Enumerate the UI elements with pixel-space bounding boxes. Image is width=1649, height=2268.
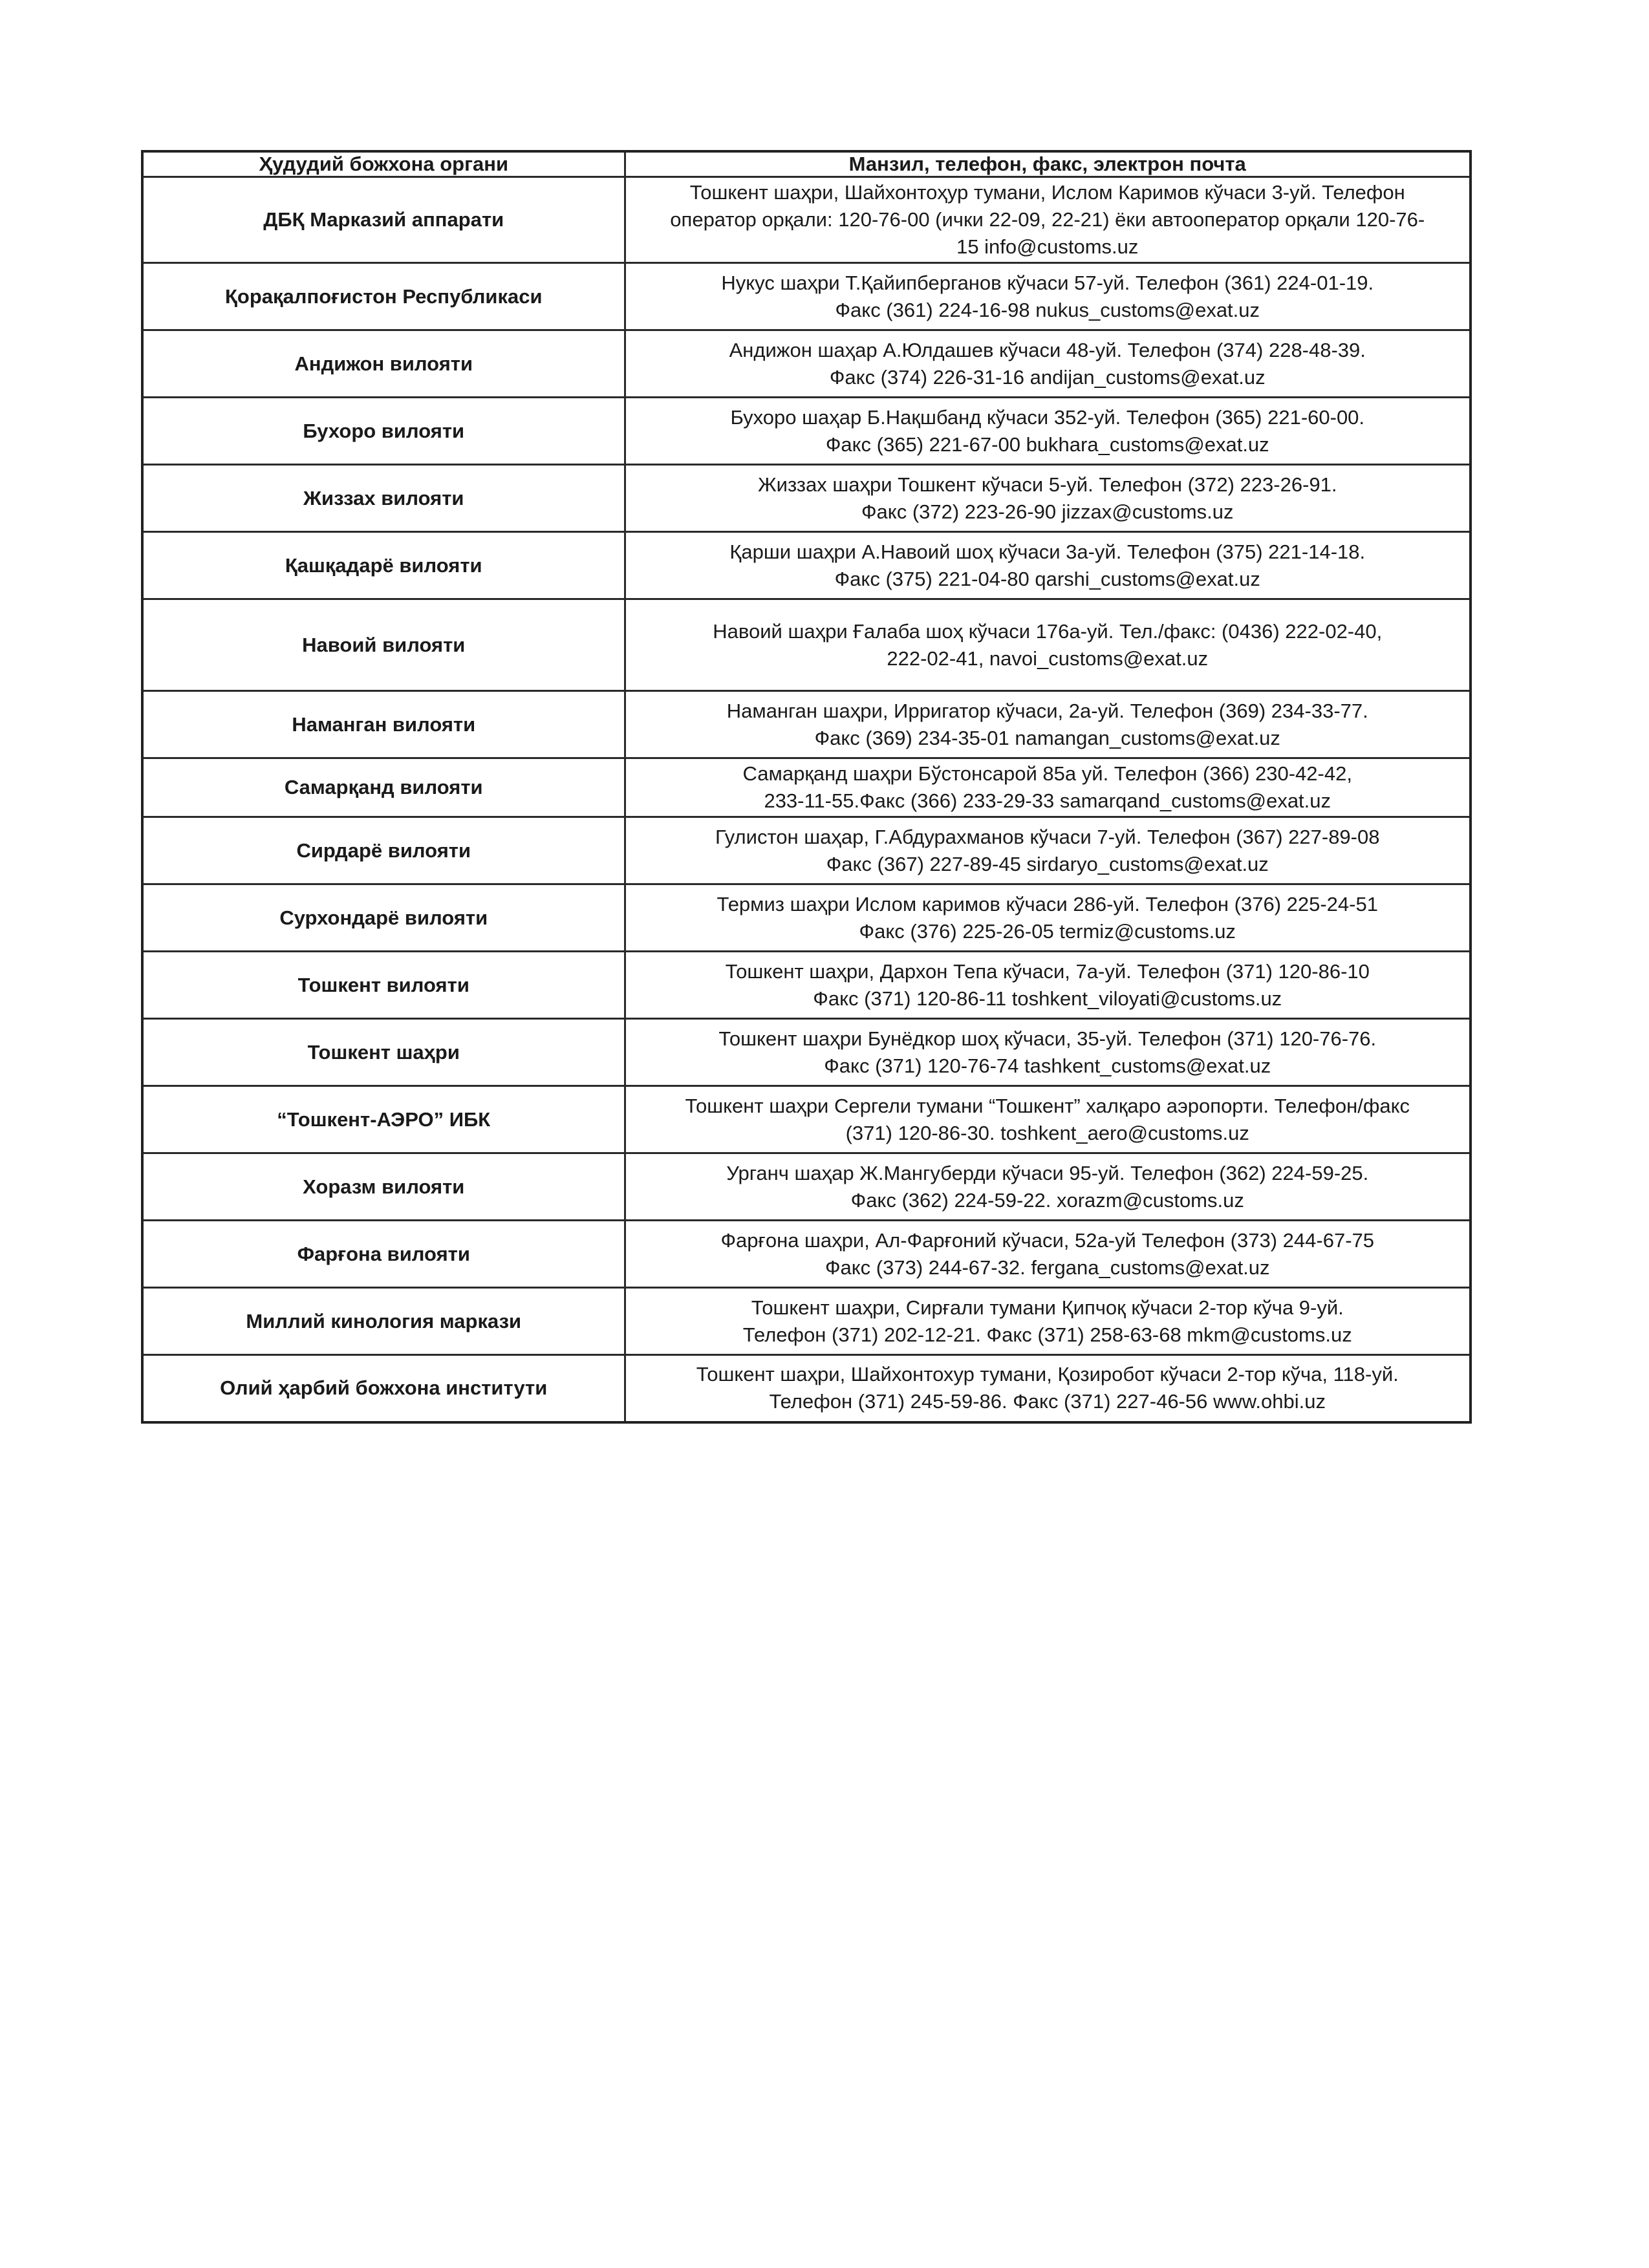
customs-office-name: Сирдарё вилояти — [142, 817, 625, 884]
table-row — [142, 952, 1471, 1019]
header-contact-details: Манзил, телефон, факс, электрон почта — [625, 151, 1471, 177]
contact-line: Телефон (371) 245-59-86. Факс (371) 227-46-56 www.ohbi.uz — [769, 1390, 1326, 1413]
contact-line: Факс (375) 221-04-80 qarshi_customs@exat.uz — [834, 567, 1260, 590]
customs-office-name: Сурхондарё вилояти — [142, 884, 625, 952]
customs-office-name: Олий ҳарбий божхона институти — [142, 1355, 625, 1422]
table-row — [142, 177, 1471, 263]
contact-line: Телефон (371) 202-12-21. Факс (371) 258-63-68 mkm@customs.uz — [742, 1323, 1352, 1346]
customs-office-name: Хоразм вилояти — [142, 1153, 625, 1221]
contact-line: Факс (361) 224-16-98 nukus_customs@exat.uz — [835, 298, 1260, 321]
contact-line: (371) 120-86-30. toshkent_aero@customs.uz — [845, 1121, 1249, 1144]
customs-office-contact — [625, 1153, 1471, 1221]
contact-line: Қарши шаҳри А.Навоий шоҳ кўчаси 3а-уй. Телефон (375) 221-14-18. — [729, 540, 1366, 563]
contact-line: Термиз шаҳри Ислом каримов кўчаси 286-уй. Телефон (376) 225-24-51 — [717, 892, 1378, 915]
customs-office-name: Фарғона вилояти — [142, 1221, 625, 1288]
contact-line: 233-11-55.Факс (366) 233-29-33 samarqand_customs@exat.uz — [764, 789, 1331, 812]
contact-line: Факс (372) 223-26-90 jizzax@customs.uz — [861, 500, 1234, 523]
contact-line: Жиззах шаҳри Тошкент кўчаси 5-уй. Телефон (372) 223-26-91. — [758, 473, 1337, 496]
contact-line: Факс (373) 244-67-32. fergana_customs@exat.uz — [824, 1256, 1270, 1279]
customs-office-contact — [625, 817, 1471, 884]
customs-office-contact — [625, 1086, 1471, 1153]
table-row — [142, 691, 1471, 758]
customs-office-contact — [625, 263, 1471, 330]
contact-line: Тошкент шаҳри Сергели тумани “Тошкент” халқаро аэропорти. Телефон/факс — [685, 1094, 1410, 1117]
table-row — [142, 1153, 1471, 1221]
contact-line: оператор орқали: 120-76-00 (ички 22-09, 22-21) ёки автооператор орқали 120-76- — [670, 208, 1425, 231]
table-row — [142, 758, 1471, 817]
customs-office-contact — [625, 532, 1471, 599]
contact-line: Факс (362) 224-59-22. xorazm@customs.uz — [850, 1188, 1244, 1212]
customs-office-name: Тошкент вилояти — [142, 952, 625, 1019]
customs-office-name: Бухоро вилояти — [142, 398, 625, 465]
table-row — [142, 817, 1471, 884]
customs-office-contact — [625, 691, 1471, 758]
contact-line: Тошкент шаҳри, Дархон Тепа кўчаси, 7а-уй. Телефон (371) 120-86-10 — [725, 959, 1370, 983]
table-row — [142, 1086, 1471, 1153]
table-row — [142, 1019, 1471, 1086]
customs-office-name: Самарқанд вилояти — [142, 758, 625, 817]
customs-office-name: Қорақалпоғистон Республикаси — [142, 263, 625, 330]
customs-office-contact — [625, 398, 1471, 465]
customs-office-contact — [625, 465, 1471, 532]
contact-line: Гулистон шаҳар, Г.Абдурахманов кўчаси 7-уй. Телефон (367) 227-89-08 — [715, 825, 1380, 848]
table-row — [142, 1221, 1471, 1288]
contact-line: Тошкент шаҳри, Шайхонтоҳур тумани, Ислом Каримов кўчаси 3-уй. Телефон — [689, 181, 1405, 204]
contact-line: Факс (365) 221-67-00 bukhara_customs@exat.uz — [825, 433, 1269, 456]
customs-office-name: Миллий кинология маркази — [142, 1288, 625, 1355]
contact-line: 15 info@customs.uz — [956, 235, 1139, 258]
contact-line: Факс (367) 227-89-45 sirdaryo_customs@exat.uz — [826, 852, 1269, 875]
table-row — [142, 532, 1471, 599]
contact-line: Фарғона шаҳри, Ал-Фарғоний кўчаси, 52а-уй Телефон (373) 244-67-75 — [720, 1228, 1374, 1252]
customs-office-name: ДБҚ Марказий аппарати — [142, 177, 625, 263]
contact-line: Наманган шаҳри, Ирригатор кўчаси, 2а-уй. Телефон (369) 234-33-77. — [726, 699, 1368, 722]
table-row — [142, 330, 1471, 398]
contact-line: Навоий шаҳри Ғалаба шоҳ кўчаси 176а-уй. Тел./факс: (0436) 222-02-40, — [713, 619, 1383, 643]
customs-office-contact — [625, 1019, 1471, 1086]
table-row — [142, 263, 1471, 330]
customs-office-contact — [625, 177, 1471, 263]
contact-line: Факс (371) 120-76-74 tashkent_customs@exat.uz — [824, 1054, 1271, 1077]
table-header-row — [142, 151, 1471, 177]
contact-line: Урганч шаҳар Ж.Мангуберди кўчаси 95-уй. Телефон (362) 224-59-25. — [726, 1161, 1369, 1184]
table-row — [142, 1288, 1471, 1355]
customs-office-contact — [625, 1221, 1471, 1288]
header-regional-customs-body: Ҳудудий божхона органи — [142, 151, 625, 177]
customs-office-name: Қашқадарё вилояти — [142, 532, 625, 599]
contact-line: Факс (376) 225-26-05 termiz@customs.uz — [859, 919, 1236, 943]
customs-office-name: “Тошкент-АЭРО” ИБК — [142, 1086, 625, 1153]
table-row — [142, 599, 1471, 691]
contact-line: Нукус шаҳри Т.Қайипберганов кўчаси 57-уй. Телефон (361) 224-01-19. — [721, 271, 1374, 294]
customs-office-name: Андижон вилояти — [142, 330, 625, 398]
customs-office-contact — [625, 1288, 1471, 1355]
contact-line: Тошкент шаҳри, Шайхонтохур тумани, Қозиробот кўчаси 2-тор кўча, 118-уй. — [696, 1363, 1399, 1386]
table-row — [142, 884, 1471, 952]
contact-line: Самарқанд шаҳри Бўстонсарой 85а уй. Телефон (366) 230-42-42, — [742, 762, 1352, 785]
table-row — [142, 465, 1471, 532]
contact-line: Факс (369) 234-35-01 namangan_customs@exat.uz — [814, 726, 1280, 749]
contact-line: 222-02-41, navoi_customs@exat.uz — [887, 647, 1209, 670]
customs-office-contact — [625, 1355, 1471, 1422]
contact-line: Тошкент шаҳри, Сирғали тумани Қипчоқ кўчаси 2-тор кўча 9-уй. — [751, 1296, 1344, 1319]
customs-directory-table-wrapper — [141, 150, 1469, 1424]
customs-office-name: Тошкент шаҳри — [142, 1019, 625, 1086]
contact-line: Тошкент шаҳри Бунёдкор шоҳ кўчаси, 35-уй. Телефон (371) 120-76-76. — [718, 1027, 1377, 1050]
contact-line: Бухоро шаҳар Б.Нақшбанд кўчаси 352-уй. Телефон (365) 221-60-00. — [730, 405, 1365, 429]
customs-office-contact — [625, 884, 1471, 952]
customs-office-contact — [625, 330, 1471, 398]
customs-office-name: Жиззах вилояти — [142, 465, 625, 532]
customs-office-contact — [625, 599, 1471, 691]
customs-office-name: Навоий вилояти — [142, 599, 625, 691]
customs-office-name: Наманган вилояти — [142, 691, 625, 758]
contact-line: Факс (371) 120-86-11 toshkent_viloyati@customs.uz — [813, 987, 1282, 1010]
table-body — [142, 177, 1471, 1422]
contact-line: Андижон шаҳар А.Юлдашев кўчаси 48-уй. Телефон (374) 228-48-39. — [729, 338, 1366, 361]
customs-office-contact — [625, 758, 1471, 817]
customs-directory-table — [141, 150, 1472, 1424]
contact-line: Факс (374) 226-31-16 andijan_customs@exat.uz — [829, 365, 1266, 389]
table-row — [142, 398, 1471, 465]
table-row — [142, 1355, 1471, 1422]
customs-office-contact — [625, 952, 1471, 1019]
